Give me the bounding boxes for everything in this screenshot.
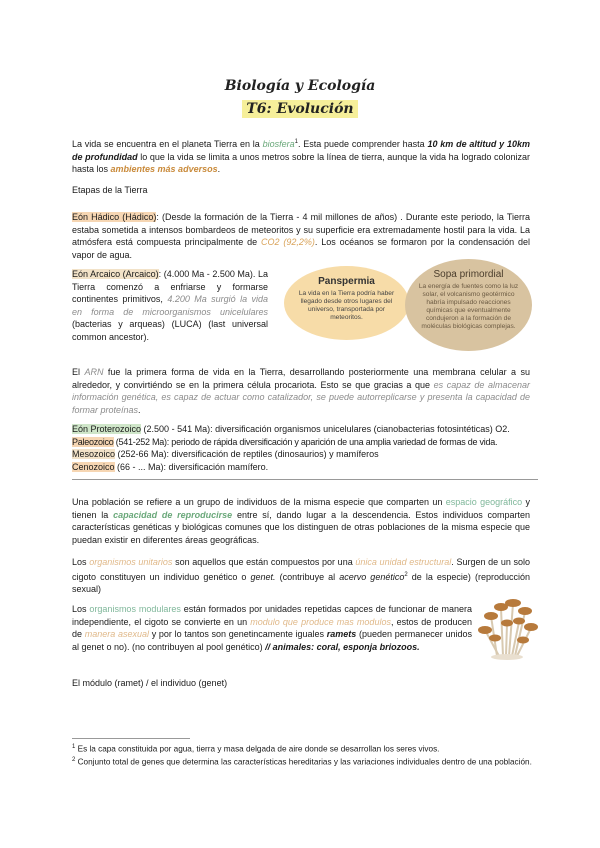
era-text: (2.500 - 541 Ma): diversificación organismos unicelulares (cianobacterias fotosintéticas) O2. <box>141 424 510 434</box>
acervo-term: acervo genético <box>339 571 405 582</box>
era-item <box>72 448 542 461</box>
mushroom-cluster-image <box>475 596 541 660</box>
text-run: : (4.000 Ma - 2.500 Ma). La Tierra comenzó a enfriarse y formarse continentes primitivos, <box>72 269 268 305</box>
etapas-heading: Etapas de la Tierra <box>72 185 148 195</box>
text-run: El <box>72 367 85 377</box>
arn-paragraph <box>72 366 530 416</box>
unica-term: única unidad estructural <box>355 557 452 567</box>
text-run: . <box>217 164 221 175</box>
footnote-text: Conjunto total de genes que determina las características hereditarias y las variaciones individuales dentro de una población. <box>75 757 532 767</box>
text-run: Una población se refiere a un grupo de individuos de la misma especie que comparten un <box>72 497 446 507</box>
text-run: La vida se encuentra en el planeta Tierra en la <box>72 139 263 149</box>
footnote-1 <box>72 742 532 755</box>
text-run: : (Desde la formación de la Tierra - 4 mil millones de años) . Durante este periodo, la Tierra estaba sometida a intensos bombardeos de meteoritos y su superficie era extremadamente hostil para la vida. La atmósfera está compuesta principalmente de <box>72 212 530 248</box>
altitud-term: 10 km de altitud y 10km de profundidad <box>72 139 530 162</box>
footnote-num: 1 <box>72 744 76 750</box>
text-run: (bacterias y arqueas) (LUCA) (last universal common ancestor). <box>72 319 268 342</box>
sopa-text: La energía de fuentes como la luz solar, el volcanismo geotérmico habría impulsado reacciones químicas que eventualmente condujeron a la formación de moléculas biológicas complejas. <box>418 283 519 330</box>
footnote-divider <box>72 738 190 739</box>
footnote-2 <box>72 755 532 768</box>
poblacion-paragraph <box>72 496 530 546</box>
text-run: son aquellos que están compuestos por una <box>172 557 356 567</box>
espacio-term: espacio geográfico <box>445 497 523 507</box>
era-text: (66 - ... Ma): diversificación mamífero. <box>114 461 269 472</box>
co2-term: CO2 (92,2%) <box>260 237 315 248</box>
footnote-text: Es la capa constituida por agua, tierra y masa delgada de aire donde se desarrollan los seres vivos. <box>75 744 440 754</box>
sopa-title: Sopa primordial <box>433 269 504 280</box>
unitarios-term: organismos unitarios <box>89 557 173 567</box>
arn-grey: es capaz de almacenar información genética, es capaz de actuar como catalizador, se puede autorreplicarse y presenta la capacidad de formar proteínas <box>72 379 530 415</box>
document-subtitle: T6: Evolución <box>242 100 357 118</box>
asexual-term: manera asexual <box>84 629 149 640</box>
text-run: (contribuye al <box>275 571 340 582</box>
era-text: (252-66 Ma): diversificación de reptiles (dinosaurios) y mamíferos <box>115 449 379 460</box>
modulares-paragraph <box>72 603 472 653</box>
footnote-ref-1[interactable]: 1 <box>294 139 298 145</box>
arcaico-label: Eón Arcaico (Arcaico) <box>72 269 159 279</box>
subtitle-wrap <box>0 100 600 118</box>
panspermia-title: Panspermia <box>318 276 375 287</box>
era-label: Mesozoico <box>72 449 116 460</box>
footnotes <box>72 742 532 768</box>
capacidad-term: capacidad de reproducirse <box>113 509 233 520</box>
text-run: y por lo tantos son genetincamente iguales <box>148 629 327 640</box>
era-text: (541-252 Ma): periodo de rápida diversificación y aparición de una amplia variedad de formas de vida. <box>113 436 498 447</box>
text-run: y tienen la <box>72 497 530 520</box>
hadico-paragraph <box>72 211 530 261</box>
biosfera-term: biosfera <box>262 139 295 149</box>
animales-term: // animales: coral, esponja briozoos. <box>265 641 420 652</box>
ramets-term: ramets <box>326 629 357 640</box>
era-item <box>72 436 542 449</box>
hadico-label: Eón Hádico (Hádico) <box>72 212 157 222</box>
sopa-primordial-bubble <box>405 259 532 351</box>
era-item <box>72 423 542 436</box>
document-title: Biología y Ecología <box>224 78 376 94</box>
text-run: Los <box>72 557 90 567</box>
text-run: entre sí, dando lugar a la descendencia. Estos individuos comparten características genéticas y biológicas comunes que los distinguen de otras poblaciones de la misma especie que puedan existir en diferentes áreas geográficas. <box>72 509 531 545</box>
modulo-term: modulo que produce mas modulos <box>250 616 391 627</box>
arcaico-paragraph <box>72 268 268 344</box>
panspermia-bubble <box>284 266 409 340</box>
intro-paragraph <box>72 136 530 176</box>
footnote-ref-2[interactable]: 2 <box>404 571 408 578</box>
era-label: Paleozoico <box>72 436 114 447</box>
text-run: . Esta puede comprender hasta <box>297 139 428 149</box>
section-divider <box>72 479 538 480</box>
text-run: están formados por unidades repetidas capces de funcionar de manera independiente, el cigoto se convierte en un <box>72 604 472 627</box>
text-run: . Los océanos se formaron por la condensación del vapor de agua. <box>72 237 530 260</box>
text-run: , estos de producen de <box>72 616 472 640</box>
era-label: Cenozoico <box>72 461 115 472</box>
adversos-term: ambientes más adversos <box>110 164 218 175</box>
modulares-term: organismos modulares <box>89 604 181 614</box>
arcaico-grey: 4.200 Ma surgió la vida en forma de microorganismos unicelulares <box>72 294 268 317</box>
footnote-num: 2 <box>72 757 76 764</box>
text-run: de la especie) (reproducción sexual) <box>72 571 530 595</box>
panspermia-text: La vida en la Tierra podría haber llegado desde otros lugares del universo, transportada por meteoritos. <box>298 290 395 321</box>
arn-term: ARN <box>84 367 104 377</box>
era-item <box>72 461 542 474</box>
text-run: (pueden permanecer unidos al genet o no). (no contribuyen al pool genético) <box>72 629 472 652</box>
text-run: . <box>138 404 141 415</box>
text-run: lo que la vida se limita a unos metros sobre la línea de tierra, aunque la vida ha logrado colonizar hasta los <box>72 151 530 175</box>
text-run: . Surgen de un solo cigoto constituyen un individuo genético o <box>72 557 531 582</box>
text-run: fue la primera forma de vida en la Tierra, desarrollando posteriormente una membrana celular a su alrededor, y convirtiéndo se en la primera célula procariota. Esto se que gracias a que <box>72 367 530 390</box>
eras-list <box>72 423 542 473</box>
text-run: Los <box>72 604 90 614</box>
genet-term: genet. <box>250 571 276 582</box>
modulo-individuo-line: El módulo (ramet) / el individuo (genet) <box>72 678 228 688</box>
era-label: Eón Proterozoico <box>72 424 142 434</box>
unitarios-paragraph <box>72 556 530 596</box>
